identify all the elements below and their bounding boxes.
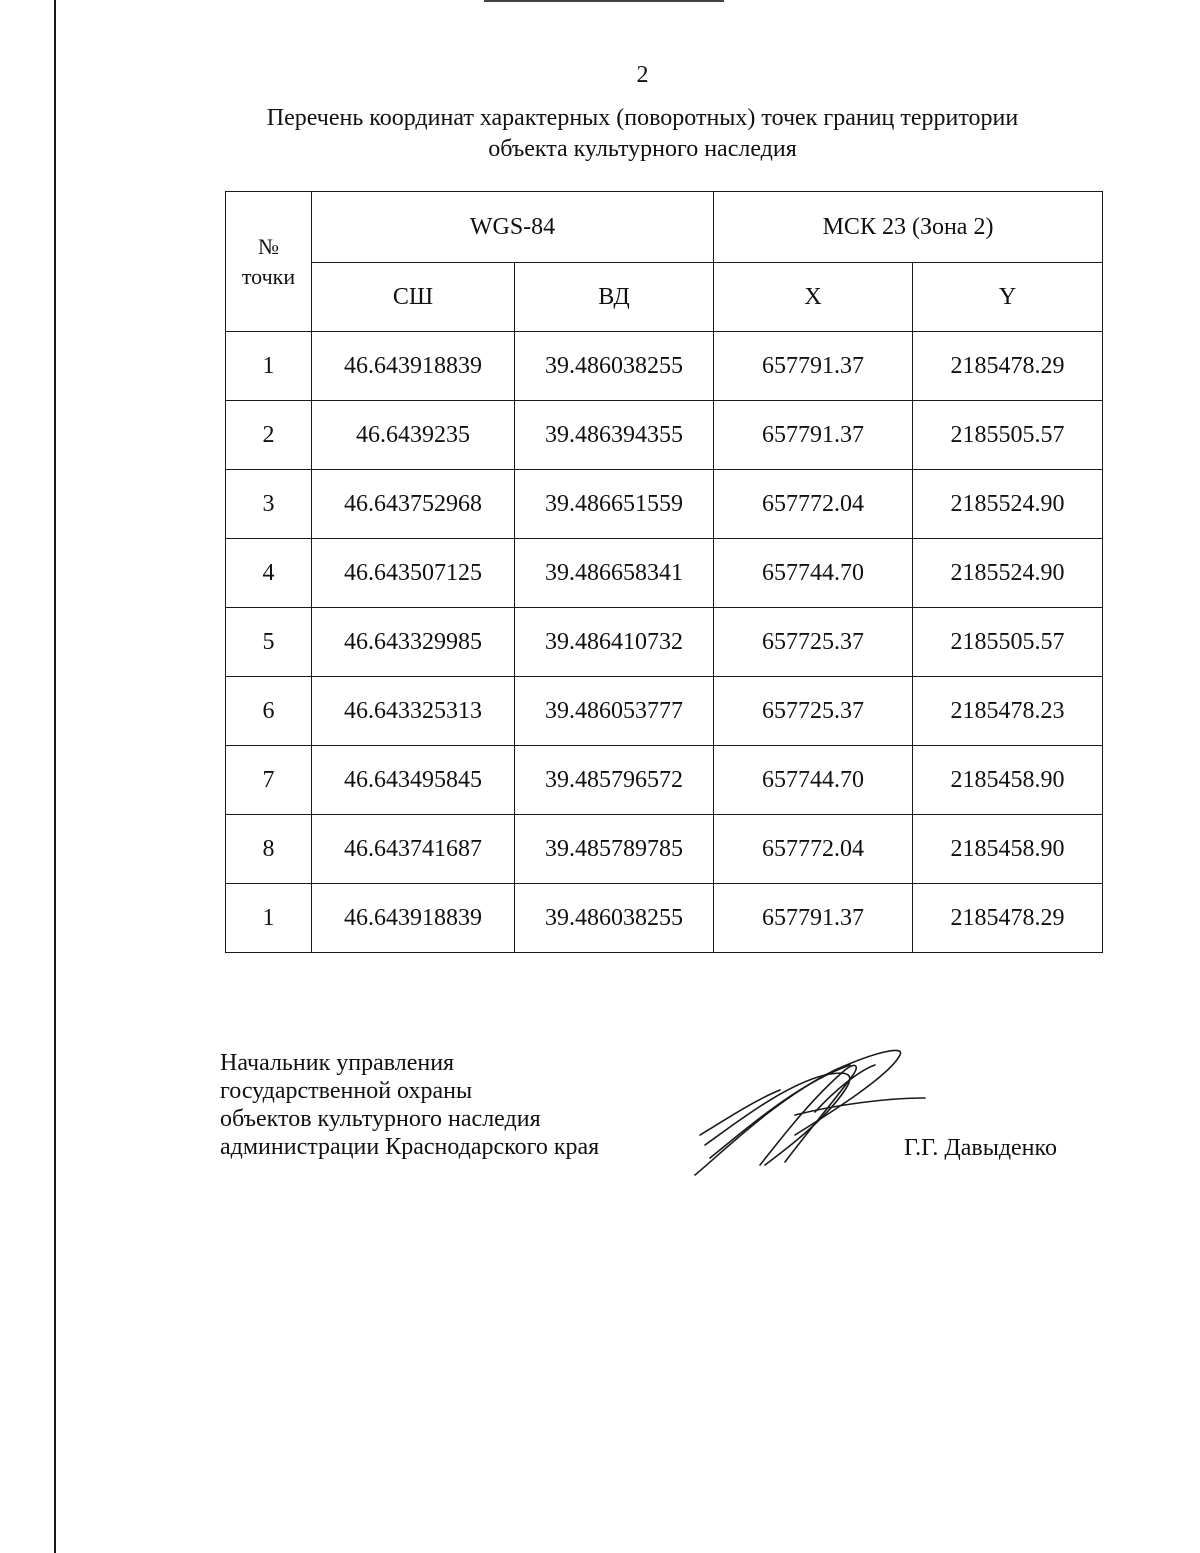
- longitude-cell: 39.486410732: [515, 608, 714, 677]
- table-row: [226, 332, 1103, 401]
- position-line-2: государственной охраны: [220, 1078, 473, 1104]
- table-row: [226, 746, 1103, 815]
- point-number-header: [226, 192, 312, 332]
- document-title-line-2: объекта культурного наследия: [488, 136, 797, 162]
- x-coordinate-cell: 657725.37: [714, 608, 913, 677]
- x-coordinate-cell: 657725.37: [714, 677, 913, 746]
- position-line-3: объектов культурного наследия: [220, 1106, 541, 1132]
- point-number-cell: 4: [226, 539, 312, 608]
- table-subheader-row: [226, 263, 1103, 332]
- longitude-header: ВД: [515, 263, 714, 332]
- latitude-cell: 46.643495845: [312, 746, 515, 815]
- point-number-cell: 8: [226, 815, 312, 884]
- table-row: [226, 401, 1103, 470]
- y-coordinate-cell: 2185524.90: [913, 470, 1103, 539]
- longitude-cell: 39.485796572: [515, 746, 714, 815]
- y-coordinate-cell: 2185478.29: [913, 884, 1103, 953]
- point-number-cell: 1: [226, 884, 312, 953]
- signature-position-block: [220, 1049, 599, 1161]
- point-number-cell: 5: [226, 608, 312, 677]
- latitude-cell: 46.643507125: [312, 539, 515, 608]
- document-title: [0, 103, 1200, 165]
- signatory-name: Г.Г. Давыденко: [904, 1135, 1057, 1161]
- y-coordinate-cell: 2185505.57: [913, 608, 1103, 677]
- wgs84-group-header: WGS-84: [312, 192, 714, 263]
- x-coordinate-cell: 657744.70: [714, 539, 913, 608]
- table-body: [226, 332, 1103, 953]
- position-line-4: администрации Краснодарского края: [220, 1134, 600, 1160]
- latitude-cell: 46.643752968: [312, 470, 515, 539]
- point-number-label: точки: [241, 263, 296, 289]
- x-coordinate-cell: 657772.04: [714, 470, 913, 539]
- latitude-cell: 46.643918839: [312, 332, 515, 401]
- x-coordinate-cell: 657744.70: [714, 746, 913, 815]
- longitude-cell: 39.486053777: [515, 677, 714, 746]
- page-edge-line: [54, 0, 56, 1553]
- longitude-cell: 39.486658341: [515, 539, 714, 608]
- table-row: [226, 677, 1103, 746]
- latitude-cell: 46.643918839: [312, 884, 515, 953]
- table-header-row: [226, 192, 1103, 263]
- y-coordinate-cell: 2185478.29: [913, 332, 1103, 401]
- msk23-group-header: МСК 23 (Зона 2): [714, 192, 1103, 263]
- handwritten-signature: [685, 1040, 930, 1185]
- table-row: [226, 884, 1103, 953]
- x-header: X: [714, 263, 913, 332]
- top-edge-mark: [484, 0, 724, 2]
- longitude-cell: 39.486038255: [515, 332, 714, 401]
- point-number-cell: 3: [226, 470, 312, 539]
- page-number: 2: [636, 62, 649, 88]
- point-number-cell: 6: [226, 677, 312, 746]
- x-coordinate-cell: 657772.04: [714, 815, 913, 884]
- table-row: [226, 470, 1103, 539]
- position-line-1: Начальник управления: [220, 1050, 455, 1076]
- longitude-cell: 39.486038255: [515, 884, 714, 953]
- latitude-cell: 46.643325313: [312, 677, 515, 746]
- table-row: [226, 815, 1103, 884]
- point-number-cell: 2: [226, 401, 312, 470]
- y-coordinate-cell: 2185524.90: [913, 539, 1103, 608]
- coordinates-table: [225, 191, 1103, 953]
- table-row: [226, 608, 1103, 677]
- y-coordinate-cell: 2185458.90: [913, 815, 1103, 884]
- latitude-header: СШ: [312, 263, 515, 332]
- y-coordinate-cell: 2185505.57: [913, 401, 1103, 470]
- latitude-cell: 46.6439235: [312, 401, 515, 470]
- x-coordinate-cell: 657791.37: [714, 401, 913, 470]
- point-number-cell: 7: [226, 746, 312, 815]
- x-coordinate-cell: 657791.37: [714, 332, 913, 401]
- x-coordinate-cell: 657791.37: [714, 884, 913, 953]
- y-coordinate-cell: 2185458.90: [913, 746, 1103, 815]
- point-number-cell: 1: [226, 332, 312, 401]
- table-row: [226, 539, 1103, 608]
- y-coordinate-cell: 2185478.23: [913, 677, 1103, 746]
- longitude-cell: 39.486394355: [515, 401, 714, 470]
- longitude-cell: 39.485789785: [515, 815, 714, 884]
- point-number-symbol: №: [258, 233, 279, 259]
- y-header: Y: [913, 263, 1103, 332]
- latitude-cell: 46.643741687: [312, 815, 515, 884]
- latitude-cell: 46.643329985: [312, 608, 515, 677]
- longitude-cell: 39.486651559: [515, 470, 714, 539]
- document-title-line-1: Перечень координат характерных (поворотных) точек границ территории: [266, 105, 1019, 131]
